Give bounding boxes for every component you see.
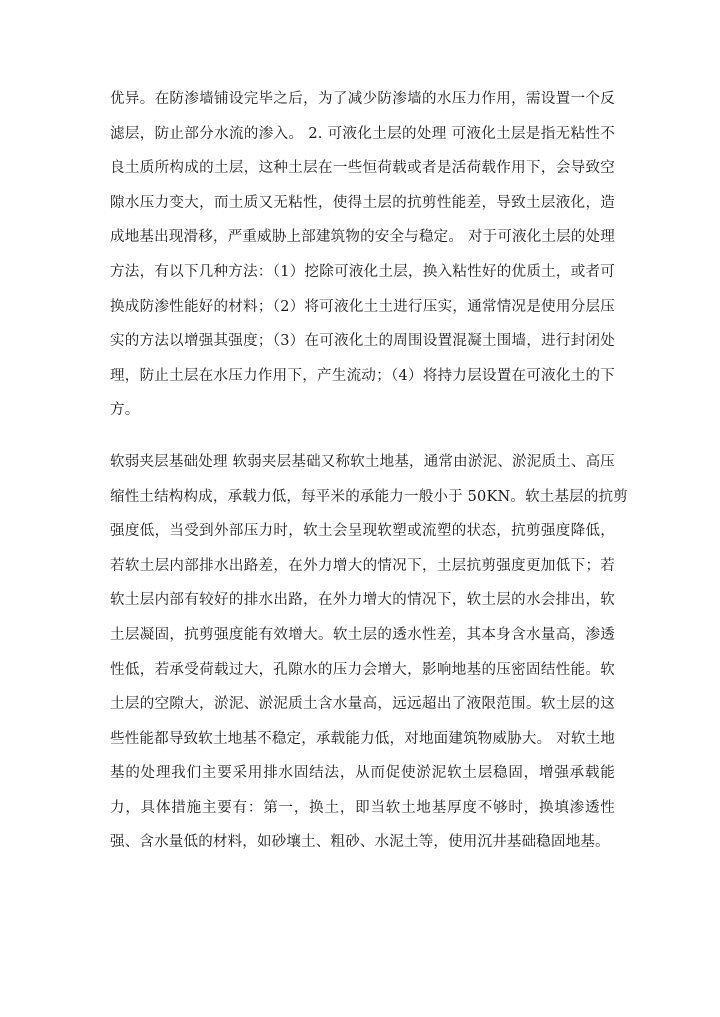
text-line: 强、含水量低的材料，如砂壤土、粗砂、水泥土等，使用沉井基础稳固地基。 [110, 834, 610, 851]
paragraph-soft-soil-foundation [110, 445, 628, 860]
text-line: 若软土层内部排水出路差，在外力增大的情况下，土层抗剪强度更加低下；若 [110, 557, 615, 574]
text-line: 些性能都导致软土地基不稳定，承载能力低，对地面建筑物威胁大。 对软土地 [110, 730, 615, 747]
text-line: 方法，有以下几种方法：（1）挖除可液化土层，换入粘性好的优质土，或者可 [110, 263, 615, 280]
text-line: 滤层，防止部分水流的渗入。 2. 可液化土层的处理 可液化土层是指无粘性不 [110, 125, 615, 142]
text-line: 换成防渗性能好的材料；（2）将可液化土土进行压实，通常情况是使用分层压 [110, 298, 615, 315]
text-line: 基的处理我们主要采用排水固结法，从而促使淤泥软土层稳固，增强承载能 [110, 765, 615, 782]
text-line: 方。 [110, 402, 140, 419]
text-line: 理，防止土层在水压力作用下，产生流动；（4）将持力层设置在可液化土的下 [110, 367, 615, 384]
text-line: 力，具体措施主要有：第一，换土，即当软土地基厚度不够时，换填渗透性 [110, 799, 615, 816]
paragraph-liquefiable-soil [110, 82, 615, 428]
text-line: 土层的空隙大，淤泥、淤泥质土含水量高，远远超出了液限范围。软土层的这 [110, 696, 615, 713]
text-line: 优异。在防渗墙铺设完毕之后，为了减少防渗墙的水压力作用，需设置一个反 [110, 91, 615, 107]
text-line: 软土层内部有较好的排水出路，在外力增大的情况下，软土层的水会排出，软 [110, 592, 615, 609]
text-line: 成地基出现滑移，严重威胁上部建筑物的安全与稳定。 对于可液化土层的处理 [110, 229, 615, 246]
text-line: 缩性土结构构成，承载力低，每平米的承能力一般小于 50KN。软土基层的抗剪 [110, 488, 628, 505]
text-line: 土层凝固，抗剪强度能有效增大。软土层的透水性差，其本身含水量高，渗透 [110, 626, 615, 643]
paragraph-spacer [110, 428, 615, 445]
document-page [110, 82, 628, 860]
text-line: 软弱夹层基础处理 软弱夹层基础又称软土地基，通常由淤泥、淤泥质土、高压 [110, 453, 615, 470]
text-line: 实的方法以增强其强度；（3）在可液化土的周围设置混凝土围墙，进行封闭处 [110, 333, 615, 350]
text-line: 良土质所构成的土层，这种土层在一些恒荷载或者是活荷载作用下，会导致空 [110, 160, 615, 177]
text-line: 强度低，当受到外部压力时，软土会呈现软塑或流塑的状态，抗剪强度降低， [110, 523, 615, 540]
text-line: 隙水压力变大，而土质又无粘性，使得土层的抗剪性能差，导致土层液化，造 [110, 194, 615, 211]
text-line: 性低，若承受荷载过大，孔隙水的压力会增大，影响地基的压密固结性能。软 [110, 661, 615, 678]
